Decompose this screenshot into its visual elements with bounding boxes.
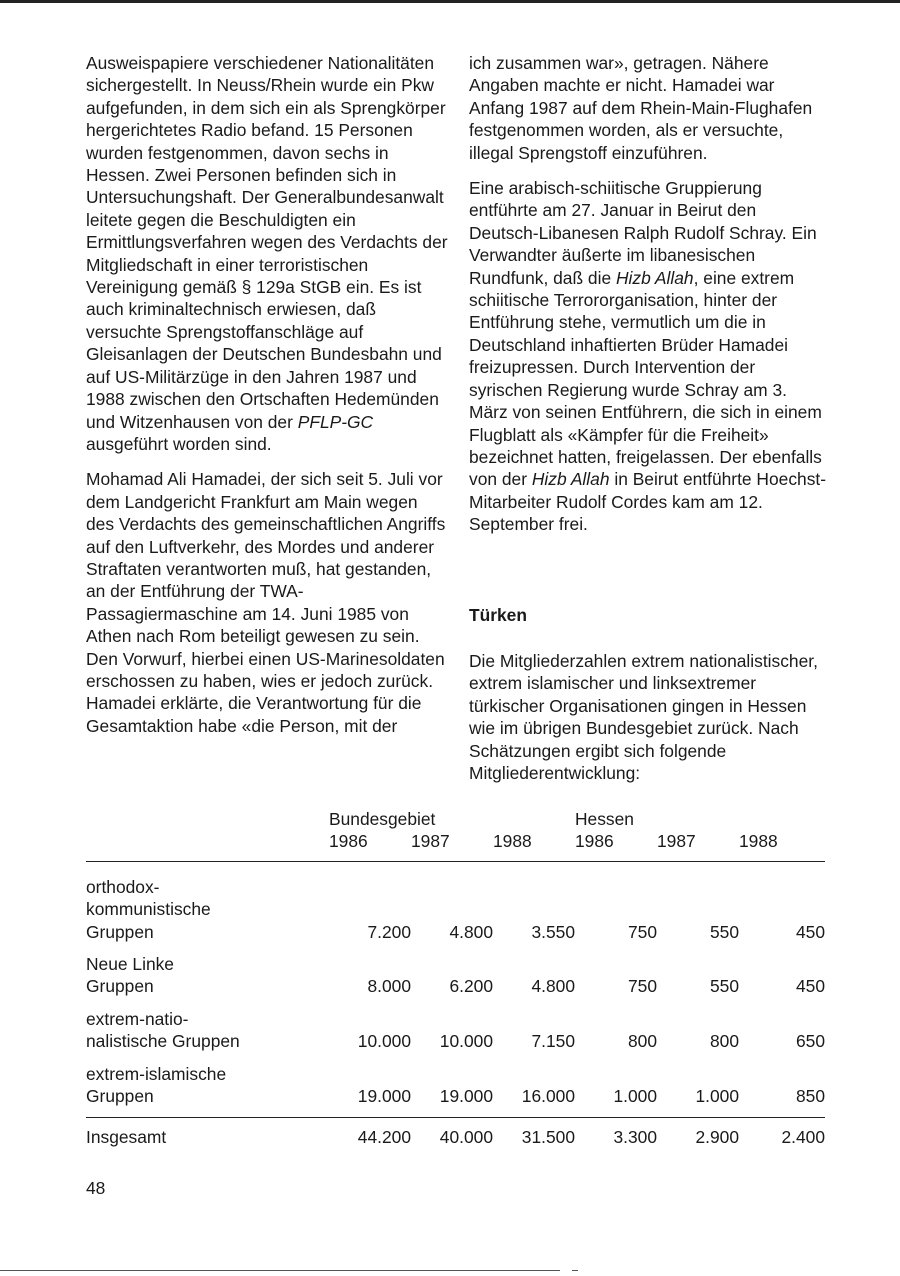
cell-value: 1.000 [575,1053,657,1118]
row-label [86,998,329,1053]
cell-value: 19.000 [329,1053,411,1118]
paragraph-hamadei-continued [469,52,828,164]
cell-value: 16.000 [493,1053,575,1118]
row-label-line: orthodox- [86,876,160,897]
cell-value: 10.000 [439,1031,493,1052]
cell-value: 800 [709,1031,739,1052]
total-label: Insgesamt [86,1127,167,1148]
cell-value: 4.800 [449,921,493,942]
year-header: 1986 [329,830,411,861]
table-row [86,998,825,1053]
section-heading: Türken [469,605,527,625]
total-value: 3.300 [613,1127,657,1148]
cell-value: 550 [709,921,739,942]
row-label-line: nalistische Gruppen [86,1031,240,1052]
cell-value: 750 [627,976,657,997]
row-label-line: extrem-natio- [86,1008,189,1029]
cell-value: 450 [795,921,825,942]
row-label [86,861,329,943]
cell-value: 850 [739,1053,825,1118]
year-header: 1987 [657,830,739,861]
total-value: 44.200 [357,1127,411,1148]
cell-value: 7.200 [367,921,411,942]
row-label-line: Gruppen [86,921,154,942]
cell-value: 800 [627,1031,657,1052]
cell-value: 450 [795,976,825,997]
row-label-line: Gruppen [86,1086,154,1107]
year-header: 1988 [493,830,575,861]
paragraph-schray [469,177,828,536]
total-value: 2.900 [695,1127,739,1148]
group-header-hessen: Hessen [575,809,634,829]
table-row [86,943,825,998]
row-label-line: Neue Linke [86,954,174,975]
total-value: 31.500 [521,1127,575,1148]
group-header-bundesgebiet: Bundesgebiet [329,809,436,829]
row-label-line: Gruppen [86,976,154,997]
row-label-line: kommunistische [86,899,211,920]
year-header: 1988 [739,830,825,861]
cell-value: 7.150 [531,1031,575,1052]
cell-value: 10.000 [357,1031,411,1052]
empty-cell [86,808,329,830]
year-header: 1987 [411,830,493,861]
cell-value: 550 [709,976,739,997]
cell-value: 650 [795,1031,825,1052]
paragraph-ausweispapiere [86,52,448,455]
row-label-line: extrem-islamische [86,1063,227,1084]
section-heading-wrap [469,604,527,626]
cell-value: 6.200 [449,976,493,997]
row-label [86,943,329,998]
membership-table [86,808,825,1149]
paragraph-text: Eine arabisch-schiitische Gruppierung entführte am 27. Januar in Beirut den Deutsch-Libanesen Ralph Rudolf Schray. Ein Verwandter äußerte im libanesischen Rundfunk, daß die Hizb Allah, eine extrem schiitische Terrororganisation, hinter der Entführung stehe, vermutlich um die in Deutschland inhaftierten Brüder Hamadei freizupressen. Durch Intervention der syrischen Regierung wurde Schray am 3. März von seinen Entführern, die sich in einem Flugblatt als «Kämpfer für die Freiheit» bezeichnet hatten, freigelassen. Der ebenfalls von der Hizb Allah in Beirut entführte Hoechst-Mitarbeiter Rudolf Cordes kam am 12. September frei. [469,178,827,535]
table-row [86,861,825,943]
bottom-dash [572,1270,578,1271]
total-value: 40.000 [439,1127,493,1148]
paragraph-text: Mohamad Ali Hamadei, der sich seit 5. Juli vor dem Landgericht Frankfurt am Main wegen des Verdachts des gemeinschaftlichen Angriffs auf den Luftverkehr, des Mordes und anderer Straftaten verantworten muß, hat gestanden, an der Entführung der TWA-Passagiermaschine am 14. Juni 1985 von Athen nach Rom beteiligt gewesen zu sein. Den Vorwurf, hierbei einen US-Marinesoldaten erschossen zu haben, wies er jedoch zurück. Hamadei erklärte, die Verantwortung für die Gesamtaktion habe «die Person, mit der [86,469,446,736]
cell-value: 19.000 [411,1053,493,1118]
cell-value: 8.000 [367,976,411,997]
cell-value: 750 [627,921,657,942]
paragraph-mitgliederzahlen: Die Mitgliederzahlen extrem nationalistischer, extrem islamischer und linksextremer türkischer Organisationen gingen in Hessen wie im übrigen Bundesgebiet zurück. Nach Schätzungen ergibt sich folgende Mitgliederentwicklung: [469,651,818,784]
page-number: 48 [86,1178,106,1198]
total-value: 2.400 [781,1127,825,1148]
right-column-lower [469,650,828,784]
group-header-row [86,808,825,830]
total-row [86,1118,825,1149]
right-column [469,52,828,549]
paragraph-text: ich zusammen war», getragen. Nähere Angaben machte er nicht. Hamadei war Anfang 1987 auf dem Rhein-Main-Flughafen festgenommen worden, als er versuchte, illegal Sprengstoff einzuführen. [469,53,813,163]
left-column [86,52,448,750]
cell-value: 1.000 [657,1053,739,1118]
paragraph-text: Ausweispapiere verschiedener Nationalitäten sichergestellt. In Neuss/Rhein wurde ein Pkw aufgefunden, in dem sich ein als Sprengkörper hergerichtetes Radio befand. 15 Personen wurden festgenommen, davon sechs in Hessen. Zwei Personen befinden sich in Untersuchungshaft. Der Generalbundesanwalt leitete gegen die Beschuldigten ein Ermittlungsverfahren wegen des Verdachts der Mitgliedschaft in einer terroristischen Vereinigung gemäß § 129a StGB ein. Es ist auch kriminaltechnisch erwiesen, daß versuchte Sprengstoffanschläge auf Gleisanlagen der Deutschen Bundesbahn und auf US-Militärzüge in den Jahren 1987 und 1988 zwischen den Ortschaften Hedemünden und Witzenhausen von der PFLP-GC ausgeführt worden sind. [86,53,448,454]
paragraph-hamadei [86,468,448,737]
top-rule [0,0,900,3]
cell-value: 4.800 [531,976,575,997]
table-row [86,1053,825,1118]
row-label [86,1053,329,1118]
cell-value: 3.550 [531,921,575,942]
bottom-rule [0,1270,560,1271]
empty-cell [86,830,329,861]
year-header: 1986 [575,830,657,861]
year-header-row [86,830,825,861]
